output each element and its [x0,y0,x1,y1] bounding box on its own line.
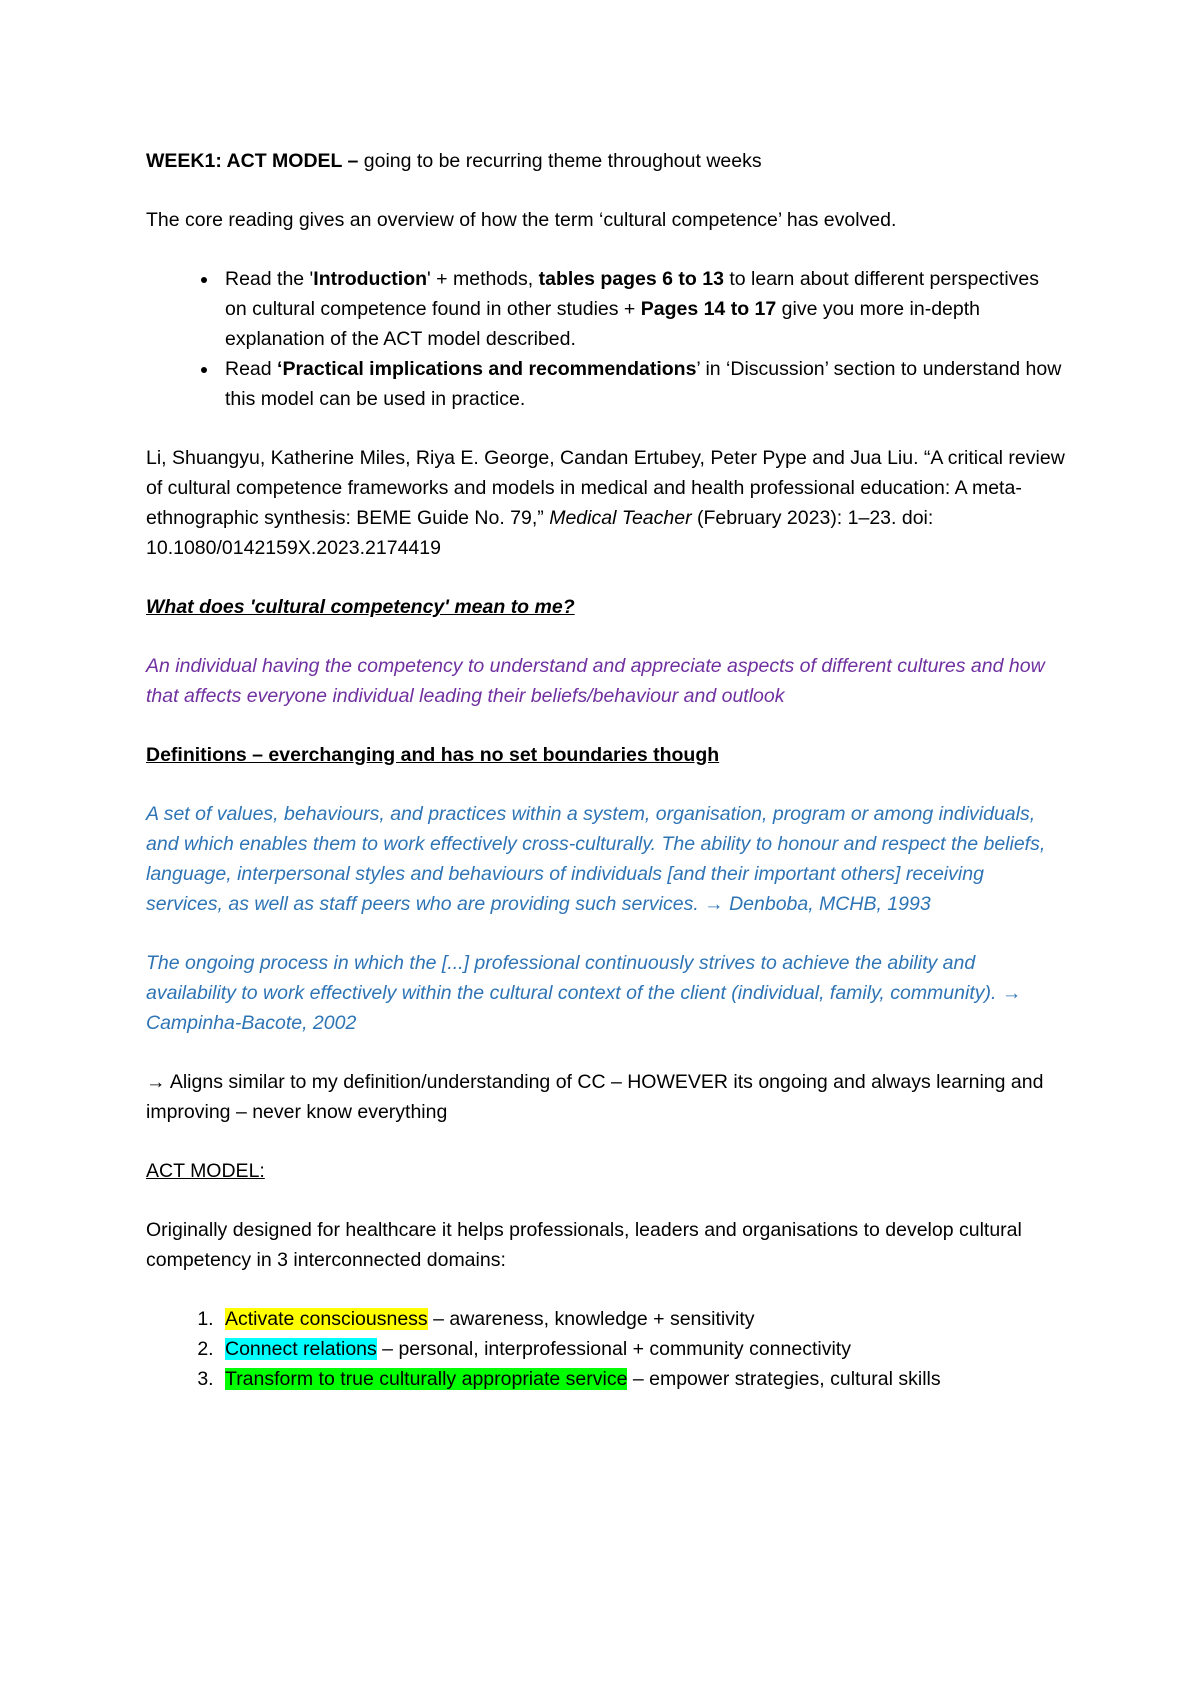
definition-text: A set of values, behaviours, and practices within a system, organisation, program or among individuals, and which enables them to work effectively cross-culturally. The ability to honour and respect the beliefs, language, interpersonal styles and behaviours of individuals [and their important others] receiving services, as well as staff peers who are providing such services. [146,803,1046,915]
text-run: Read the ' [225,268,314,290]
domain-highlight: Connect relations [225,1338,377,1360]
domain-description: – personal, interprofessional + community connectivity [376,1338,851,1360]
definition-campinha-bacote [146,948,1066,1038]
list-item [219,1334,1066,1364]
citation-journal: Medical Teacher [549,507,692,529]
list-item [219,1364,1066,1394]
aligns-text: Aligns similar to my definition/understanding of CC – HOWEVER its ongoing and always learning and improving – never know everything [146,1071,1044,1123]
list-item [219,264,1066,354]
document-page [146,146,1066,1394]
reading-instructions-list [146,264,1066,414]
text-run-bold: Introduction [313,268,428,290]
text-run-bold: Pages 14 to 17 [640,298,777,320]
aligns-note [146,1067,1066,1127]
domain-highlight: Activate consciousness [225,1308,428,1330]
definition-source: Campinha-Bacote, 2002 [146,1012,357,1034]
domain-description: – empower strategies, cultural skills [627,1368,941,1390]
citation-tail: (February 2023): 1–23. doi: 10.1080/0142159X.2023.2174419 [146,507,934,559]
text-run-bold: tables pages 6 to 13 [538,268,724,290]
arrow-icon: → [146,1071,166,1093]
question-heading: What does 'cultural competency' mean to me? [146,596,575,618]
arrow-icon: → [704,893,724,915]
citation-main: Li, Shuangyu, Katherine Miles, Riya E. George, Candan Ertubey, Peter Pype and Jua Liu. “A critical review of cultural competence frameworks and models in medical and health professional education: A meta-ethnographic synthesis: BEME Guide No. 79,” [146,447,1065,529]
week-heading-bold: WEEK1: ACT MODEL – [146,150,364,172]
list-item [219,354,1066,414]
act-model-intro: Originally designed for healthcare it helps professionals, leaders and organisations to develop cultural competency in 3 interconnected domains: [146,1219,1022,1271]
week-heading-rest: going to be recurring theme throughout weeks [363,150,762,172]
intro-paragraph: The core reading gives an overview of how the term ‘cultural competence’ has evolved. [146,209,897,231]
text-run: give you more in-depth explanation of the ACT model described. [225,298,980,350]
personal-answer: An individual having the competency to understand and appreciate aspects of different cultures and how that affects everyone individual leading their beliefs/behaviour and outlook [146,655,1045,707]
text-run: ’ in ‘Discussion’ section to understand how this model can be used in practice. [225,358,1062,410]
citation [146,443,1066,563]
domain-description: – awareness, knowledge + sensitivity [427,1308,755,1330]
list-item [219,1304,1066,1334]
arrow-icon: → [1001,982,1022,1004]
definition-source: Denboba, MCHB, 1993 [723,893,931,915]
domain-highlight: Transform to true culturally appropriate service [225,1368,628,1390]
text-run: ' + methods, [427,268,539,290]
week-heading [146,146,1066,176]
text-run: to learn about different perspectives on cultural competence found in other studies + [225,268,1040,320]
act-domains-list [146,1304,1066,1394]
text-run-bold: ‘Practical implications and recommendations [277,358,697,380]
definition-text: The ongoing process in which the [...] professional continuously strives to achieve the ability and availability to work effectively within the cultural context of the client (individual, family, community). [146,952,1002,1004]
definition-denboba [146,799,1066,919]
definitions-heading: Definitions – everchanging and has no set boundaries though [146,744,720,766]
text-run: Read [225,358,278,380]
act-model-heading: ACT MODEL: [146,1160,265,1182]
